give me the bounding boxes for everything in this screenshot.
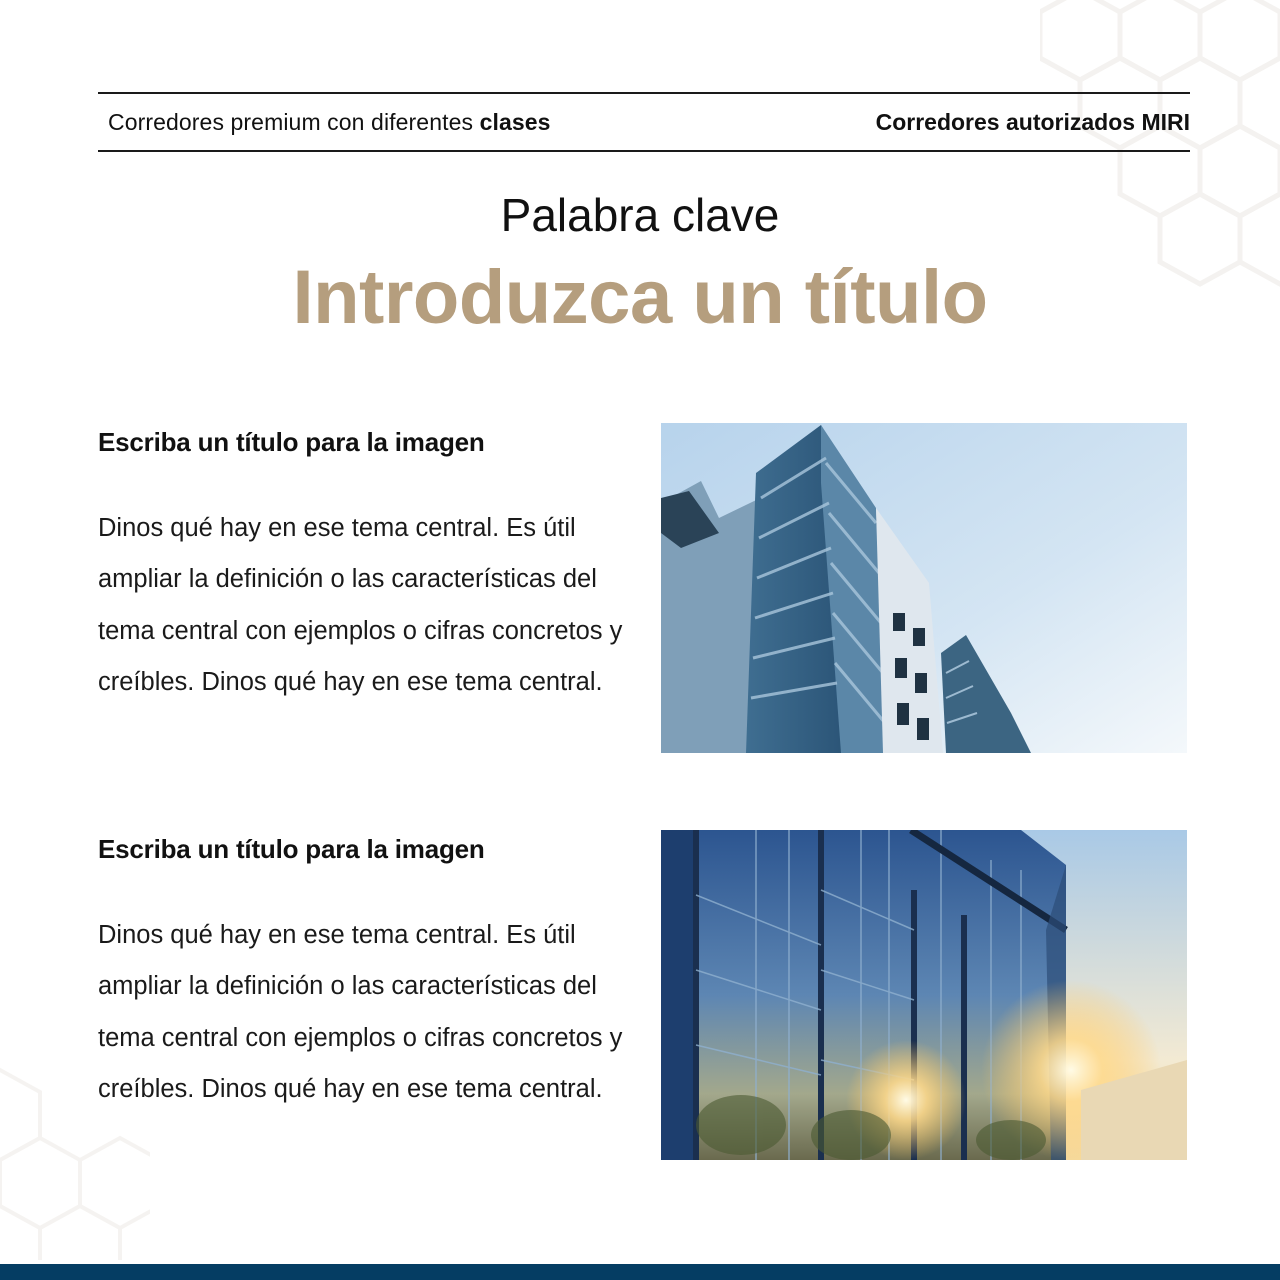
glass-building-photo-icon (661, 830, 1187, 1160)
building-photo-icon (661, 423, 1187, 753)
section-body: Dinos qué hay en ese tema central. Es útil ampliar la definición o las características del tema central con ejemplos o cifras concretos y creíbles. Dinos qué hay en ese tema central. (98, 921, 623, 1103)
section-body: Dinos qué hay en ese tema central. Es útil ampliar la definición o las características del tema central con ejemplos o cifras concretos y creíbles. Dinos qué hay en ese tema central. (98, 514, 623, 696)
header-tagline-bold: clases (479, 108, 551, 135)
page-title: Introduzca un título (292, 255, 988, 340)
glass-building-photo (661, 830, 1187, 1160)
header-tagline-regular: Corredores premium con diferentes (108, 108, 480, 135)
header-band (98, 92, 1190, 152)
keyword-label: Palabra clave (500, 189, 780, 241)
header-tagline (108, 109, 551, 136)
building-photo (661, 423, 1187, 753)
section-title: Escriba un título para la imagen (98, 834, 485, 864)
section-title: Escriba un título para la imagen (98, 427, 485, 457)
header-brand: Corredores autorizados MIRI (875, 108, 1190, 135)
footer-bar (0, 1264, 1280, 1280)
